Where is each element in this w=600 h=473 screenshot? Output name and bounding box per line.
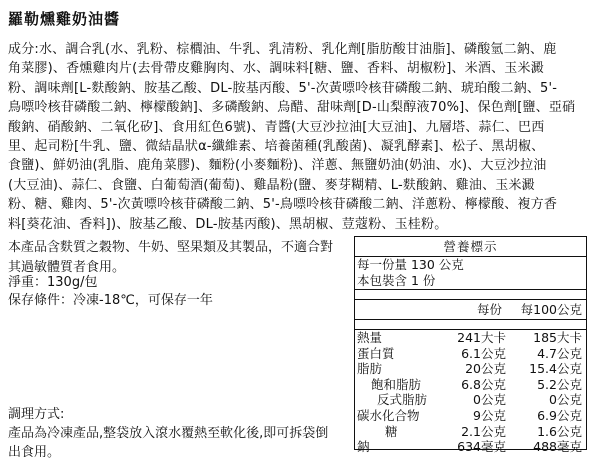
product-title: 羅勒燻雞奶油醬	[8, 10, 121, 28]
per-serving-value: 6.8公克	[461, 376, 506, 392]
cooking-instructions	[8, 405, 328, 462]
nutrition-row	[355, 439, 586, 455]
ingredients-line: 粉、調味劑[L-麩酸鈉、胺基乙酸、DL-胺基丙酸、5'-次黃嘌呤核苷磷酸二鈉、琥珀酸二鈉、5'-	[8, 80, 558, 96]
nutrition-row	[355, 346, 586, 362]
net-weight: 淨重：130g/包	[8, 275, 98, 290]
nutrient-label: 糖	[385, 423, 398, 439]
ingredients-line: 鳥嘌呤核苷磷酸二鈉、檸檬酸鈉]、多磷酸鈉、烏醋、甜味劑[D-山梨醇液70%]、保色劑[鹽、亞硝	[8, 100, 576, 116]
per-serving-value: 9公克	[473, 407, 506, 423]
per-100g-value: 185大卡	[533, 330, 582, 345]
nutrient-label: 蛋白質	[357, 345, 395, 361]
allergen-line: 其過敏體質者食用。	[8, 260, 126, 275]
nutrition-facts-table	[354, 236, 587, 455]
nutrient-label: 脂肪	[357, 361, 383, 377]
cooking-line: 產品為冷凍產品,整袋放入滾水覆熱至軟化後,即可拆袋倒	[8, 426, 329, 441]
per-serving-value: 634毫克	[457, 439, 506, 455]
per-serving-value: 2.1公克	[461, 423, 506, 439]
cooking-heading: 調理方式:	[8, 407, 65, 422]
serving-size: 每一份量 130 公克	[357, 257, 464, 272]
allergen-line: 本產品含麩質之穀物、牛奶、堅果類及其製品，不適合對	[8, 240, 334, 255]
servings-per-package: 本包裝含 1 份	[357, 273, 436, 288]
per-100g-value: 0公克	[549, 392, 582, 408]
per-serving-value: 20公克	[465, 361, 506, 377]
per-100g-value: 15.4公克	[529, 361, 582, 377]
ingredients-line: 角菜膠)、香燻雞肉片(去骨帶皮雞胸肉、水、調味料[糖、鹽、香料、胡椒粉]、米酒、玉米澱	[8, 61, 544, 77]
nutrient-label: 碳水化合物	[357, 407, 420, 423]
nutrient-label: 飽和脂肪	[371, 376, 422, 392]
storage-conditions: 保存條件：冷凍-18℃，可保存一年	[8, 293, 213, 308]
ingredients-line: 料[葵花油、香料])、胺基乙酸、DL-胺基丙酸)、黑胡椒、荳蔻粉、玉桂粉。	[8, 216, 448, 232]
per-100g-header: 每100公克	[520, 302, 582, 317]
nutrition-title: 營養標示	[355, 237, 586, 257]
nutrition-column-header	[355, 300, 586, 320]
per-100g-value: 6.9公克	[537, 407, 582, 423]
allergen-notice	[8, 238, 333, 278]
ingredients-line: 成分:水、調合乳(水、乳粉、棕櫚油、牛乳、乳清粉、乳化劑[脂肪酸甘油脂]、磷酸氫二鈉、鹿	[8, 42, 557, 57]
nutrition-row	[355, 408, 586, 424]
nutrition-row	[355, 424, 586, 440]
per-100g-value: 1.6公克	[537, 423, 582, 439]
nutrition-divider	[355, 320, 586, 330]
product-info	[8, 274, 213, 310]
per-serving-value: 6.1公克	[461, 345, 506, 361]
per-serving-header: 每份	[476, 302, 502, 317]
nutrient-label: 反式脂肪	[377, 392, 428, 408]
ingredients-line: (大豆油)、蒜仁、食鹽、白葡萄酒(葡萄)、雞晶粉(鹽、麥芽糊精、L-麩酸鈉、雞油、玉米澱	[8, 177, 535, 193]
serving-info	[355, 257, 586, 290]
ingredients-line: 粉、糖、雞肉、5'-次黃嘌呤核苷磷酸二鈉、5'-鳥嘌呤核苷磷酸二鈉、洋蔥粉、檸檬酸、複方香	[8, 197, 558, 213]
nutrient-label: 鈉	[357, 439, 370, 455]
ingredients-line: 酸鈉、硝酸鈉、二氧化矽]、食用紅色6號)、青醬(大豆沙拉油[大豆油]、九層塔、蒜仁、巴西	[8, 119, 545, 135]
nutrition-row	[355, 377, 586, 393]
nutrition-row	[355, 330, 586, 346]
per-serving-value: 0公克	[473, 392, 506, 408]
nutrition-row	[355, 361, 586, 377]
nutrient-label: 熱量	[357, 330, 383, 345]
ingredients-line: 里、起司粉[牛乳、鹽、微結晶狀α-纖維素、培養菌種(乳酸菌)、凝乳酵素]、松子、黑胡椒、	[8, 139, 545, 155]
nutrition-divider	[355, 290, 586, 300]
nutrition-rows	[355, 330, 586, 455]
per-100g-value: 4.7公克	[537, 345, 582, 361]
per-100g-value: 488毫克	[533, 439, 582, 455]
nutrition-row	[355, 392, 586, 408]
cooking-line: 出食用。	[8, 445, 61, 460]
ingredients-list	[8, 40, 593, 234]
ingredients-line: 食鹽)、鮮奶油(乳脂、鹿角菜膠)、麵粉(小麥麵粉)、洋蔥、無鹽奶油(奶油、水)、大豆沙拉油	[8, 158, 547, 174]
per-100g-value: 5.2公克	[537, 376, 582, 392]
per-serving-value: 241大卡	[457, 330, 506, 345]
